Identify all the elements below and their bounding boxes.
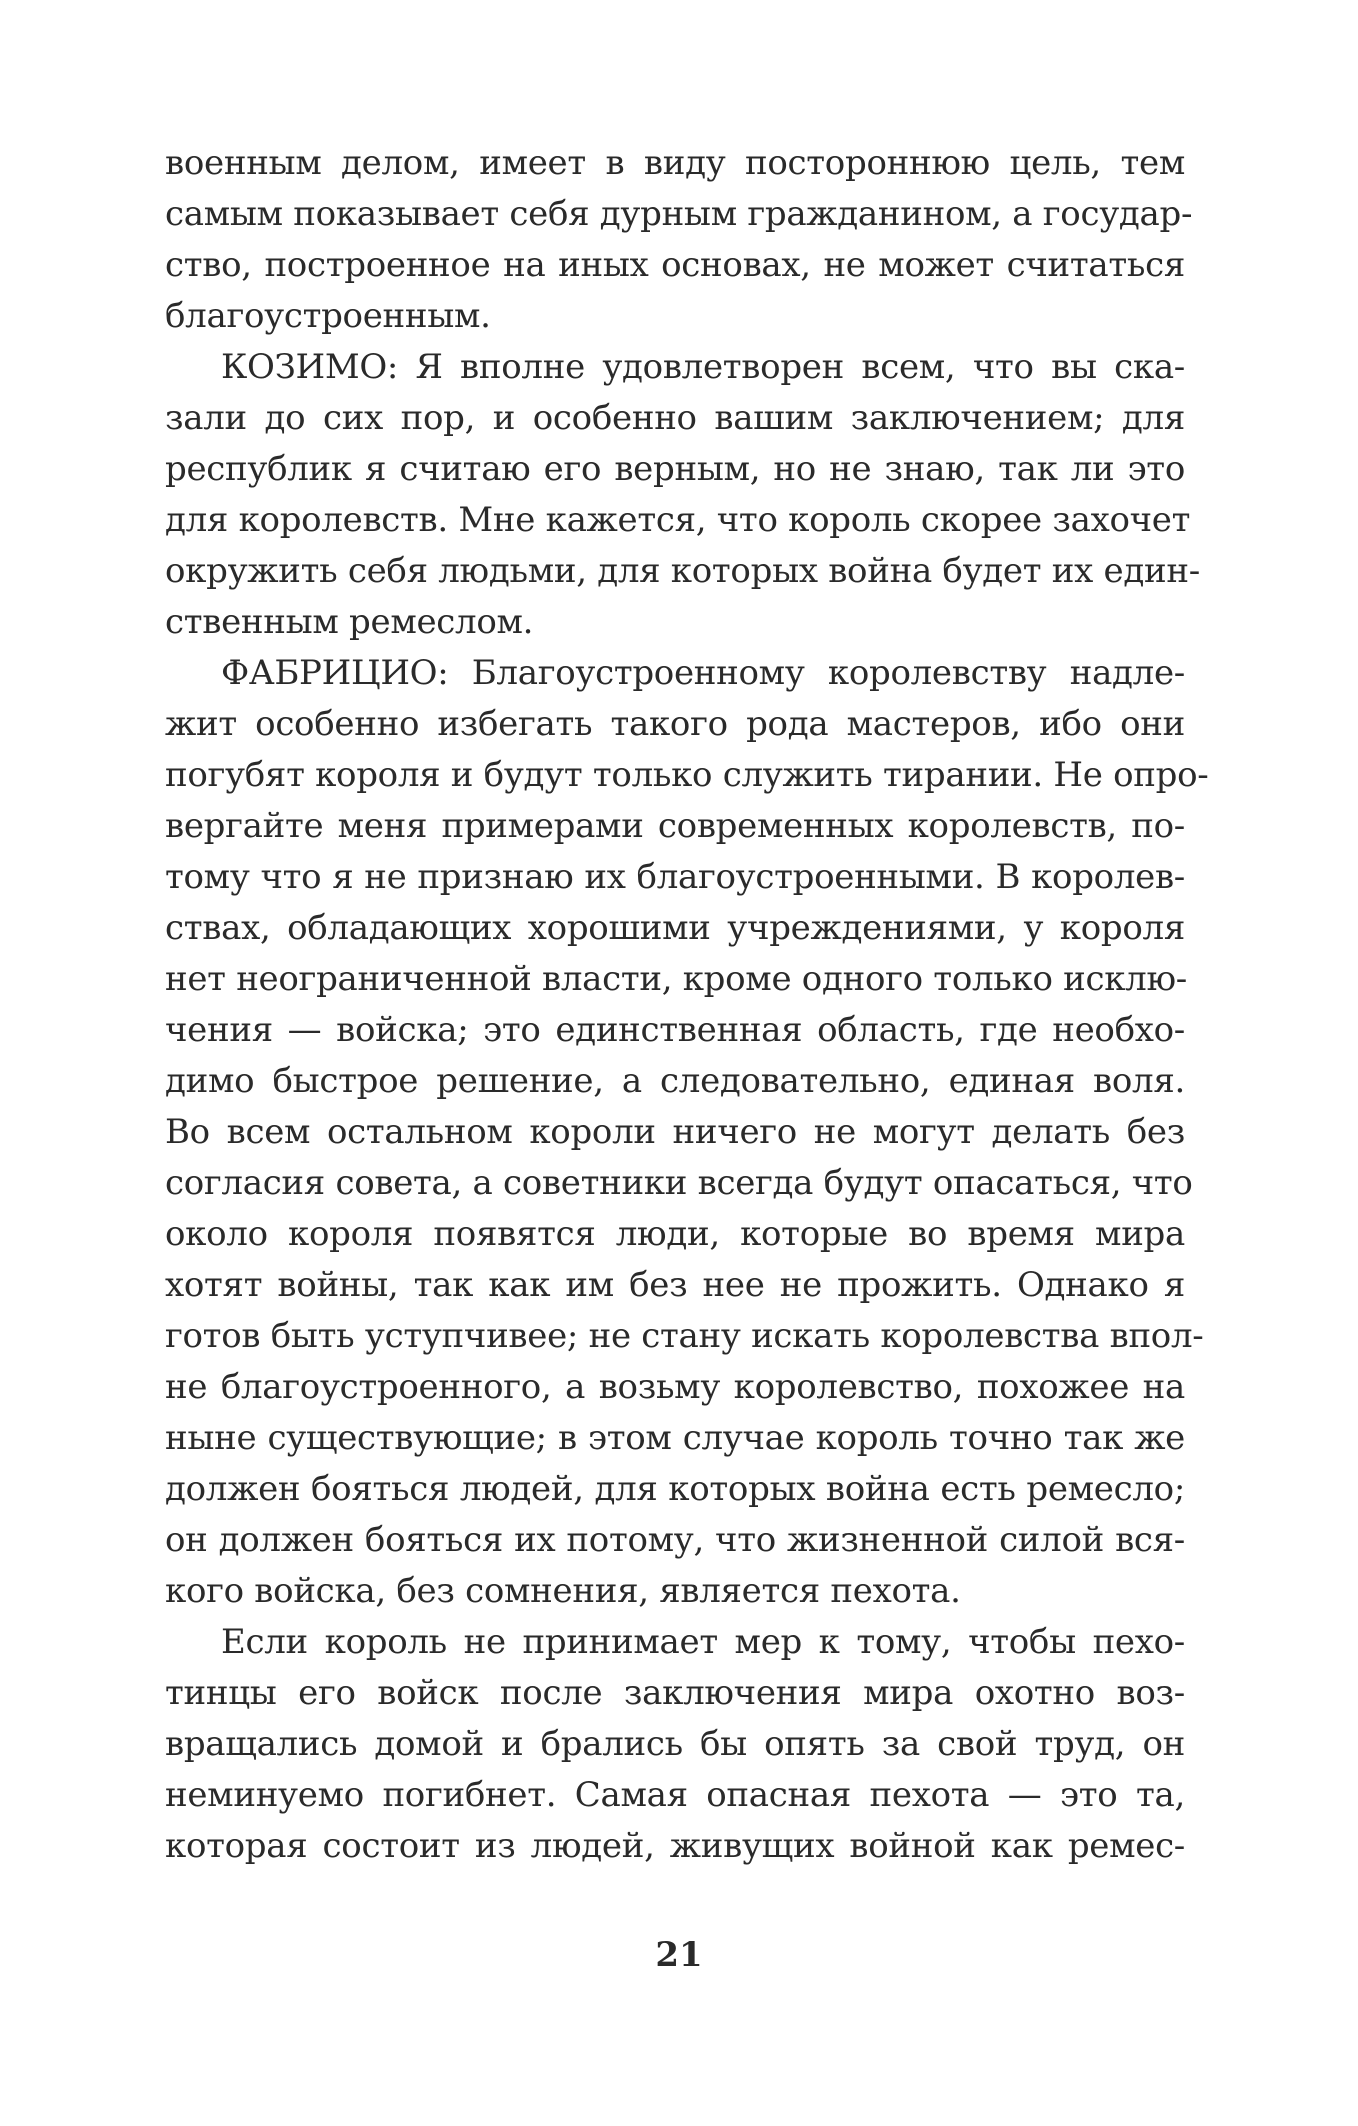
text-line: готов быть уступчивее; не стану искать королевства впол- (165, 1316, 1204, 1356)
text-line: ныне существующие; в этом случае король точно так же (165, 1418, 1185, 1458)
text-line: для королевств. Мне кажется, что король скорее захочет (165, 500, 1191, 540)
text-line: тинцы его войск после заключения мира охотно воз- (165, 1673, 1185, 1713)
text-line: должен бояться людей, для которых война есть ремесло; (165, 1469, 1185, 1509)
text-line: погубят короля и будут только служить тирании. Не опро- (165, 755, 1209, 795)
text-line: самым показывает себя дурным гражданином, а государ- (165, 194, 1193, 234)
text-line: не благоустроенного, а возьму королевство, похожее на (165, 1367, 1185, 1407)
text-line: военным делом, имеет в виду постороннюю цель, тем (165, 143, 1185, 183)
text-line: хотят войны, так как им без нее не прожить. Однако я (165, 1265, 1185, 1305)
text-line: которая состоит из людей, живущих войной как ремес- (165, 1826, 1185, 1866)
text-line: ство, построенное на иных основах, не может считаться (165, 245, 1185, 285)
text-line: окружить себя людьми, для которых война будет их един- (165, 551, 1200, 591)
text-line: димо быстрое решение, а следовательно, единая воля. (165, 1061, 1185, 1101)
text-line: ФАБРИЦИО: Благоустроенному королевству надле- (221, 653, 1185, 693)
text-line: вращались домой и брались бы опять за свой труд, он (165, 1724, 1185, 1764)
text-line: республик я считаю его верным, но не знаю, так ли это (165, 449, 1185, 489)
text-line: вергайте меня примерами современных королевств, по- (165, 806, 1185, 846)
text-line: Если король не принимает мер к тому, чтобы пехо- (221, 1622, 1185, 1662)
text-line: КОЗИМО: Я вполне удовлетворен всем, что вы ска- (221, 347, 1185, 387)
text-line: нет неограниченной власти, кроме одного только исклю- (165, 959, 1187, 999)
body-text (165, 138, 1209, 1872)
text-line: ственным ремеслом. (165, 602, 534, 642)
text-line: тому что я не признаю их благоустроенными. В королев- (165, 857, 1185, 897)
text-line: около короля появятся люди, которые во время мира (165, 1214, 1185, 1254)
text-line: согласия совета, а советники всегда будут опасаться, что (165, 1163, 1193, 1203)
text-line: жит особенно избегать такого рода мастеров, ибо они (165, 704, 1185, 744)
text-line: кого войска, без сомнения, является пехота. (165, 1571, 961, 1611)
text-line: чения — войска; это единственная область, где необхо- (165, 1010, 1185, 1050)
text-line: он должен бояться их потому, что жизненной силой вся- (165, 1520, 1185, 1560)
text-line: неминуемо погибнет. Самая опасная пехота — это та, (165, 1775, 1185, 1815)
page-number: 21 (655, 1935, 703, 1975)
text-line: Во всем остальном короли ничего не могут делать без (165, 1112, 1185, 1152)
text-line: ствах, обладающих хорошими учреждениями, у короля (165, 908, 1185, 948)
text-line: благоустроенным. (165, 296, 491, 336)
text-line: зали до сих пор, и особенно вашим заключением; для (165, 398, 1185, 438)
